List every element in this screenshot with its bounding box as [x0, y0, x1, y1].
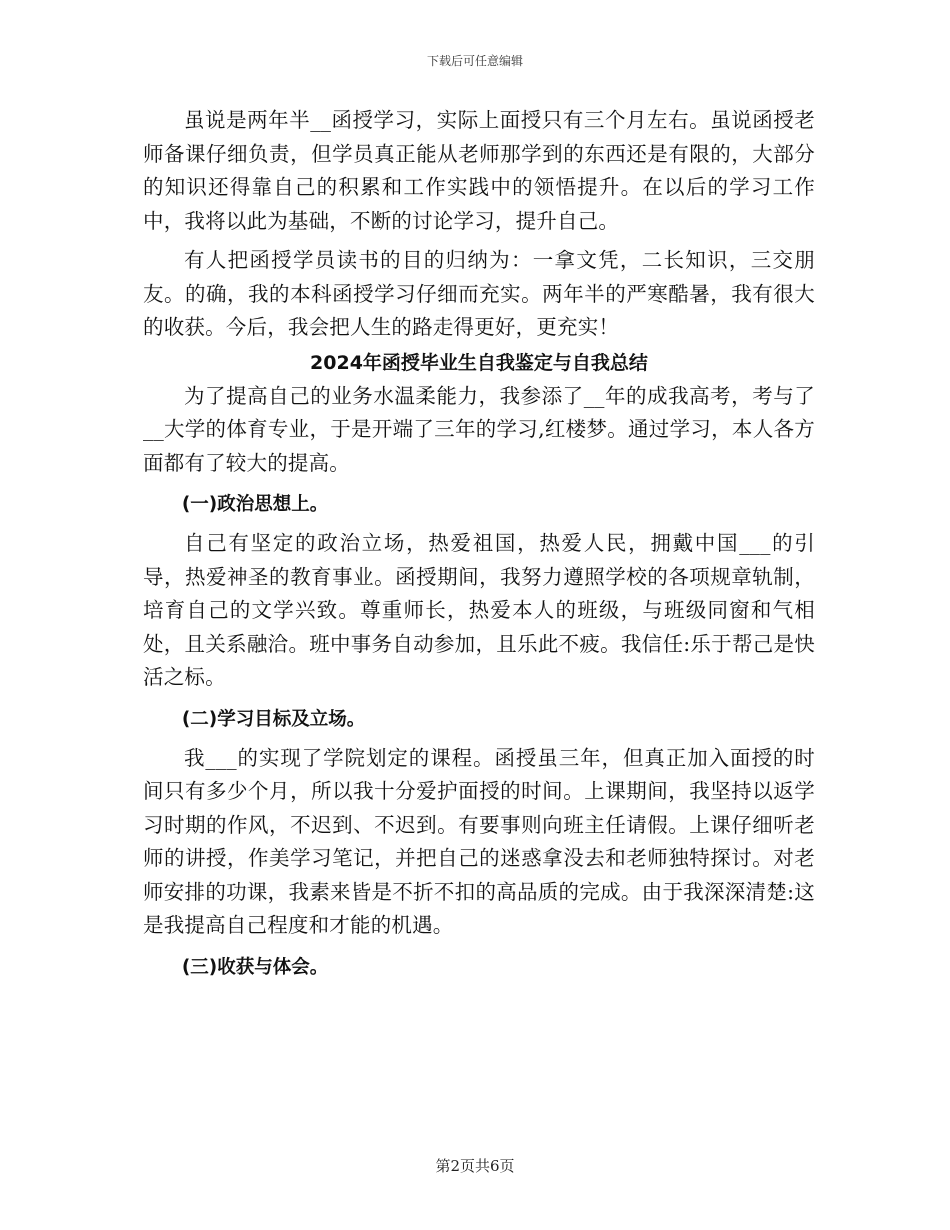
paragraph-5: 我___的实现了学院划定的课程。函授虽三年，但真正加入面授的时间只有多少个月，所以我十分爱护面授的时间。上课期间，我坚持以返学习时期的作风，不迟到、不迟到。有要事则向班主任请假。上课仔细听老师的讲授，作美学习笔记，并把自己的迷惑拿没去和老师独特探讨。对老师安排的功课，我素来皆是不折不扣的高品质的完成。由于我深深清楚:这是我提高自己程度和才能的机遇。 [143, 745, 815, 937]
page-number: 第2页共6页 [435, 1157, 515, 1175]
paragraph-3: 为了提高自己的业务水温柔能力，我参添了__年的成我高考，考与了__大学的体育专业，于是开端了三年的学习,红楼梦。通过学习，本人各方面都有了较大的提高。 [143, 383, 815, 475]
section-heading-politics: (一)政治思想上。 [181, 494, 329, 515]
paragraph-4: 自己有坚定的政治立场，热爱祖国，热爱人民，拥戴中国___的引导，热爱神圣的教育事业。函授期间，我努力遵照学校的各项规章轨制，培育自己的文学兴致。尊重师长，热爱本人的班级，与班级同窗和气相处，且关系融洽。班中事务自动参加，且乐此不疲。我信任:乐于帮己是快活之标。 [143, 531, 815, 689]
document-title: 2024年函授毕业生自我鉴定与自我总结 [310, 351, 648, 374]
document-body [143, 104, 815, 990]
download-note: 下载后可任意编辑 [426, 54, 523, 68]
section-heading-gains: (三)收获与体会。 [181, 956, 329, 978]
paragraph-2: 有人把函授学员读书的目的归纳为：一拿文凭，二长知识，三交朋友。的确，我的本科函授学习仔细而充实。两年半的严寒酷暑，我有很大的收获。今后，我会把人生的路走得更好，更充实！ [143, 248, 815, 339]
section-heading-study: (二)学习目标及立场。 [181, 708, 366, 730]
paragraph-1: 虽说是两年半__函授学习，实际上面授只有三个月左右。虽说函授老师备课仔细负责，但学员真正能从老师那学到的东西还是有限的，大部分的知识还得靠自己的积累和工作实践中的领悟提升。在以后的学习工作中，我将以此为基础，不断的讨论学习，提升自己。 [143, 108, 815, 233]
